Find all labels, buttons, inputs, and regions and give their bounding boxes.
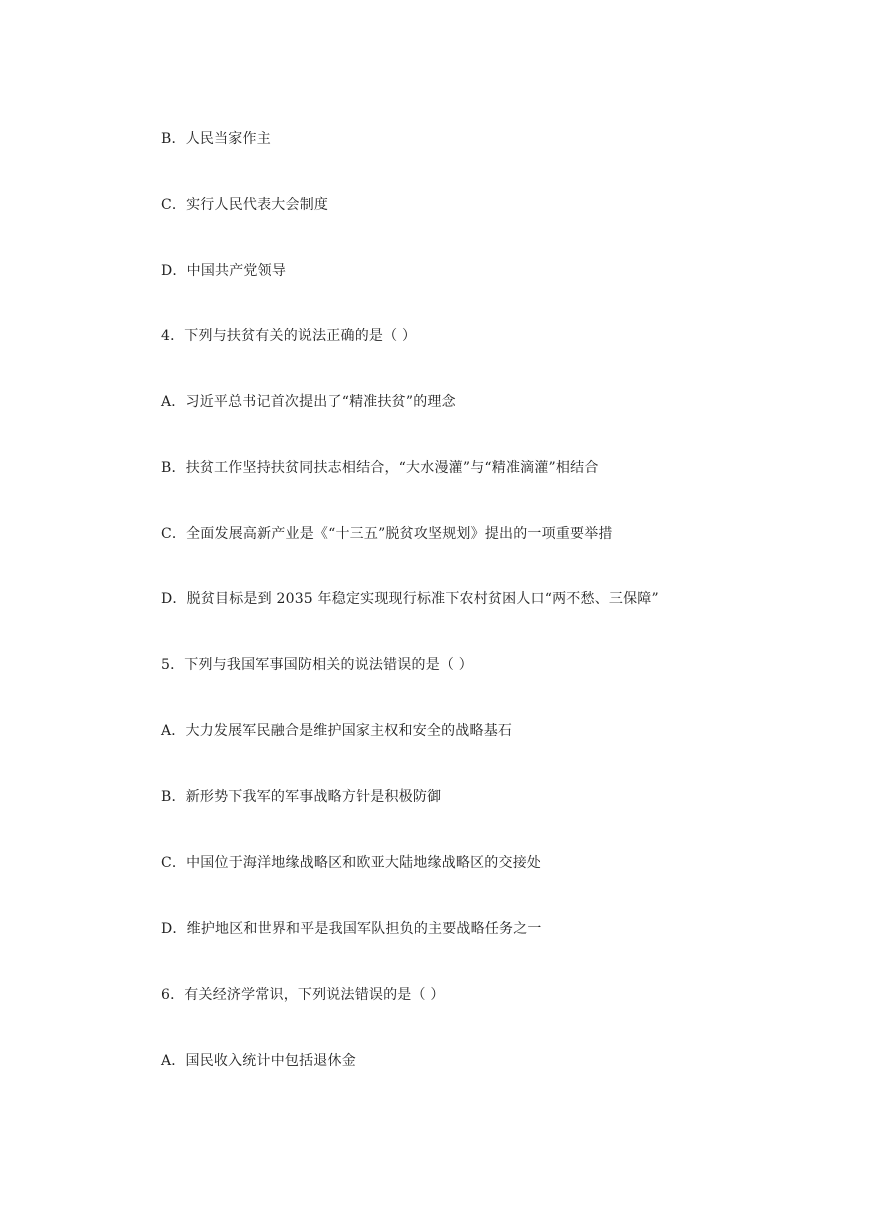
option-4a: A．习近平总书记首次提出了“精准扶贫”的理念 xyxy=(161,394,456,410)
option-5b: B．新形势下我军的军事战略方针是积极防御 xyxy=(161,789,442,805)
option-3d: D．中国共产党领导 xyxy=(161,263,287,279)
option-6a: A．国民收入统计中包括退休金 xyxy=(161,1053,356,1069)
option-4c: C．全面发展高新产业是《“十三五”脱贫攻坚规划》提出的一项重要举措 xyxy=(161,526,613,542)
option-3b: B．人民当家作主 xyxy=(161,131,271,147)
question-5: 5．下列与我国军事国防相关的说法错误的是（ ） xyxy=(161,657,473,673)
option-4b: B．扶贫工作坚持扶贫同扶志相结合，“大水漫灌”与“精准滴灌”相结合 xyxy=(161,460,599,476)
question-4: 4．下列与扶贫有关的说法正确的是（ ） xyxy=(161,328,417,344)
option-5a: A．大力发展军民融合是维护国家主权和安全的战略基石 xyxy=(161,723,513,739)
option-3c: C．实行人民代表大会制度 xyxy=(161,197,329,213)
option-4d: D．脱贫目标是到 2035 年稳定实现现行标准下农村贫困人口“两不愁、三保障” xyxy=(161,591,659,607)
question-6: 6．有关经济学常识，下列说法错误的是（ ） xyxy=(161,987,445,1003)
option-5c: C．中国位于海洋地缘战略区和欧亚大陆地缘战略区的交接处 xyxy=(161,855,542,871)
option-5d: D．维护地区和世界和平是我国军队担负的主要战略任务之一 xyxy=(161,921,542,937)
